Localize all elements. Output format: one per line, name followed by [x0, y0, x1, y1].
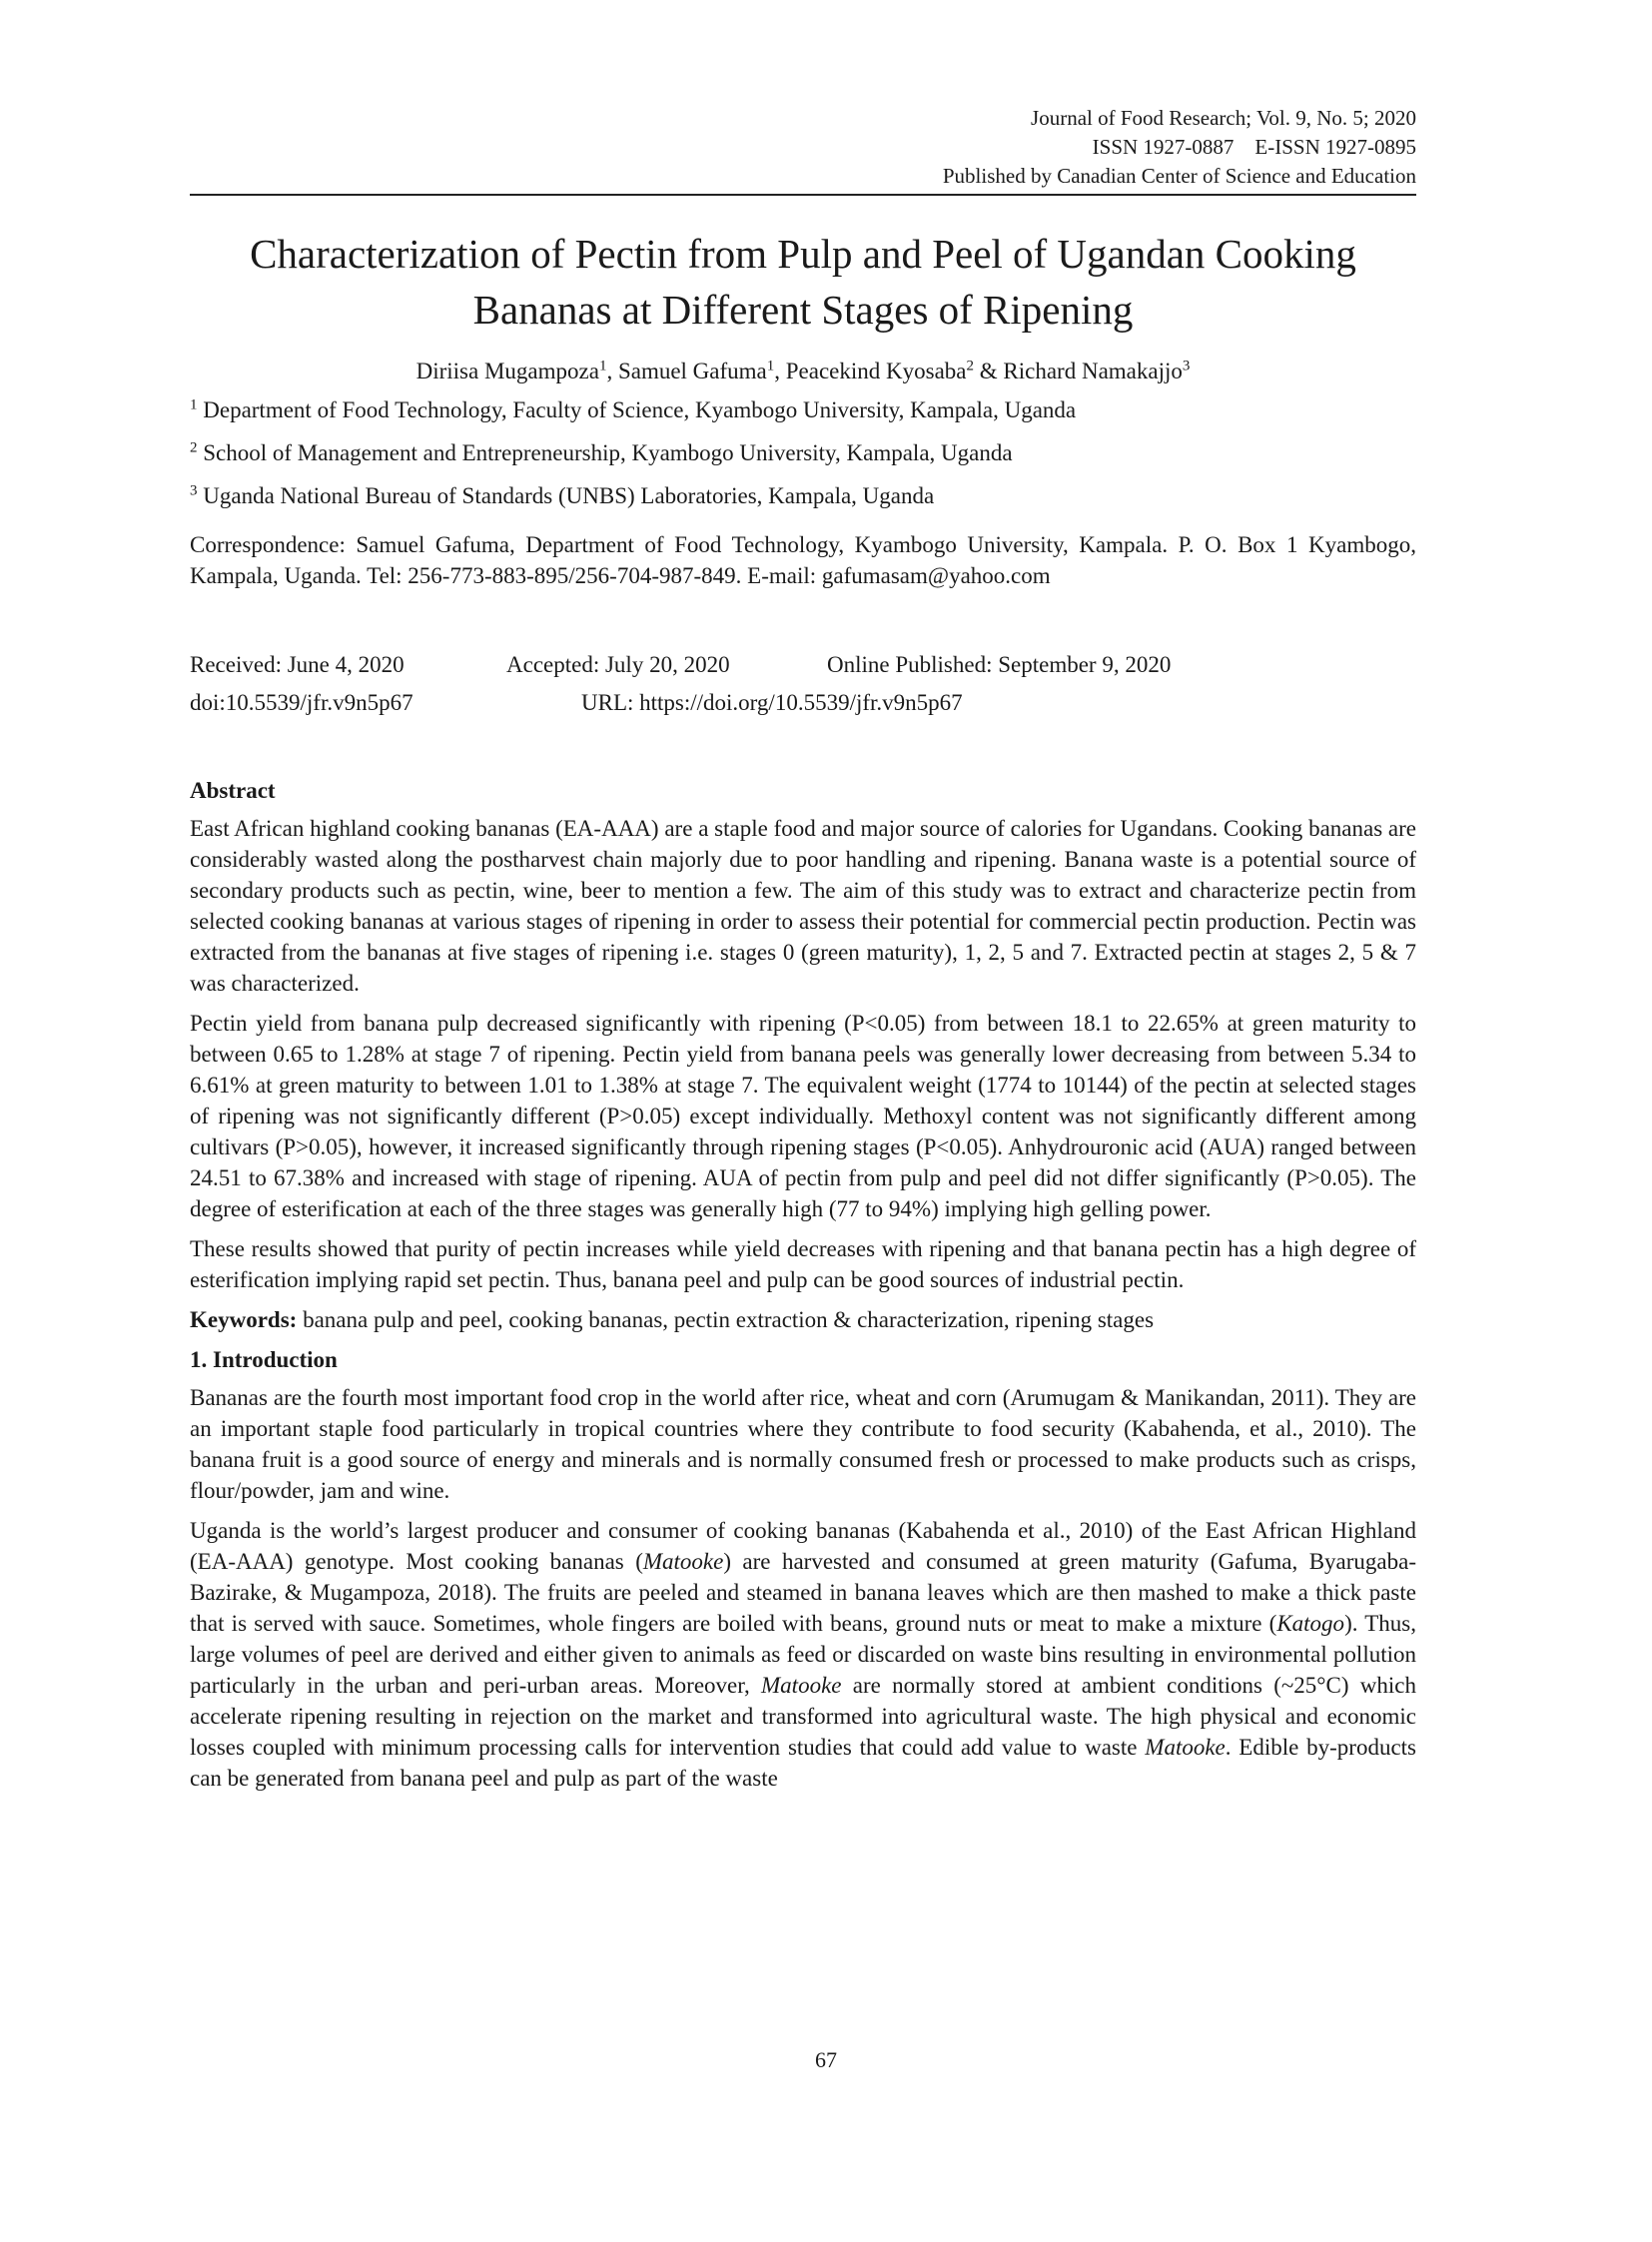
keywords-text: banana pulp and peel, cooking bananas, pectin extraction & characterization, ripening stages [297, 1307, 1155, 1332]
author-name: Peacekind Kyosaba [785, 359, 967, 383]
author-separator: , [774, 359, 786, 383]
journal-citation: Journal of Food Research; Vol. 9, No. 5; 2020 [1031, 106, 1416, 130]
correspondence: Correspondence: Samuel Gafuma, Department of Food Technology, Kyambogo University, Kampala. P. O. Box 1 Kyambogo, Kampala, Uganda. Tel: 256-773-883-895/256-704-987-849. E-mail: gafumasam@yahoo.com [190, 532, 1416, 588]
doi: doi:10.5539/jfr.v9n5p67 [190, 690, 413, 715]
header-divider [190, 194, 1416, 196]
section-heading-introduction: 1. Introduction [190, 1347, 338, 1372]
affiliation-item [190, 481, 1416, 511]
author-separator: & [974, 359, 1004, 383]
intro-paragraph: Bananas are the fourth most important food crop in the world after rice, wheat and corn (Arumugam & Manikandan, 2011). They are an important staple food particularly in tropical countries where they contribute to food security (Kabahenda, et al., 2010). The banana fruit is a good source of energy and minerals and is normally consumed fresh or processed to make products such as crisps, flour/powder, jam and wine. [190, 1385, 1416, 1503]
affiliation-item [190, 395, 1416, 425]
affiliation-item [190, 438, 1416, 468]
paper-title-line-2: Bananas at Different Stages of Ripening [472, 287, 1134, 333]
italic-term: Katogo [1276, 1611, 1345, 1636]
affiliation-number: 3 [190, 482, 198, 499]
affiliation-number: 2 [190, 439, 198, 456]
journal-header [943, 104, 1416, 191]
journal-publisher: Published by Canadian Center of Science and Education [942, 164, 1416, 188]
received-date: Received: June 4, 2020 [190, 652, 405, 677]
journal-issn: ISSN 1927-0887 E-ISSN 1927-0895 [1092, 135, 1416, 159]
text-run: ). Thus, large volumes of peel are derived and either given to animals as feed or discarded on waste bins resulting in environmental pollution particularly in the urban and peri-urban areas. Moreover, [190, 1611, 1416, 1698]
abstract-paragraph: These results showed that purity of pectin increases while yield decreases with ripening and that banana pectin has a high degree of esterification implying rapid set pectin. Thus, banana peel and pulp can be good sources of industrial pectin. [190, 1236, 1416, 1292]
affiliation-list [190, 395, 1416, 524]
doi-url-link[interactable]: URL: https://doi.org/10.5539/jfr.v9n5p67 [581, 690, 963, 715]
paper-title-line-1: Characterization of Pectin from Pulp and Peel of Ugandan Cooking [250, 231, 1356, 277]
author-name: Samuel Gafuma [617, 359, 767, 383]
italic-term: Matooke [761, 1673, 842, 1698]
author-list [190, 356, 1416, 387]
author-name: Richard Namakajjo [1003, 359, 1183, 383]
affiliation-number: 1 [190, 396, 198, 413]
keywords-label: Keywords: [190, 1307, 298, 1332]
abstract-paragraph: East African highland cooking bananas (EA-AAA) are a staple food and major source of calories for Ugandans. Cooking bananas are considerably wasted along the postharvest chain majorly due to poor handling and ripening. Banana waste is a potential source of secondary products such as pectin, wine, beer to mention a few. The aim of this study was to extract and characterize pectin from selected cooking bananas at various stages of ripening in order to assess their potential for commercial pectin production. Pectin was extracted from the bananas at five stages of ripening i.e. stages 0 (green maturity), 1, 2, 5 and 7. Extracted pectin at stages 2, 5 & 7 was characterized. [190, 816, 1416, 996]
abstract-heading: Abstract [190, 778, 276, 803]
italic-term: Matooke [1145, 1735, 1226, 1760]
text-run: . Edible by-products can be generated from banana peel and pulp as part of the waste [190, 1735, 1416, 1791]
publication-dates [190, 649, 1416, 725]
text-run: ) are harvested and consumed at green maturity (Gafuma, Byarugaba-Bazirake, & Mugampoza, 2018). The fruits are peeled and steamed in banana leaves which are then mashed to make a thick paste that is served with sauce. Sometimes, whole fingers are boiled with beans, ground nuts or meat to make a mixture ( [190, 1549, 1416, 1636]
text-run: are normally stored at ambient conditions (~25°C) which accelerate ripening resulting in rejection on the market and transformed into agricultural waste. The high physical and economic losses coupled with minimum processing calls for intervention studies that could add value to waste [190, 1673, 1416, 1760]
affiliation-text: Uganda National Bureau of Standards (UNBS) Laboratories, Kampala, Uganda [197, 483, 935, 508]
article-body [190, 775, 1416, 1803]
author-separator: , [606, 359, 618, 383]
author-name: Diriisa Mugampoza [415, 359, 599, 383]
italic-term: Matooke [642, 1549, 724, 1574]
paper-title [190, 226, 1416, 338]
author-affiliation-mark: 1 [766, 358, 775, 374]
affiliation-text: School of Management and Entrepreneurship, Kyambogo University, Kampala, Uganda [197, 440, 1013, 465]
affiliation-text: Department of Food Technology, Faculty of Science, Kyambogo University, Kampala, Uganda [197, 397, 1077, 422]
page-number: 67 [815, 2047, 837, 2072]
published-date: Online Published: September 9, 2020 [827, 652, 1172, 677]
abstract-paragraph: Pectin yield from banana pulp decreased significantly with ripening (P<0.05) from between 18.1 to 22.65% at green maturity to between 0.65 to 1.28% at stage 7 of ripening. Pectin yield from banana peels was generally lower decreasing from between 5.34 to 6.61% at green maturity to between 1.01 to 1.38% at stage 7. The equivalent weight (1774 to 10144) of the pectin at selected stages of ripening was not significantly different (P>0.05) except individually. Methoxyl content was not significantly different among cultivars (P>0.05), however, it increased significantly through ripening stages (P<0.05). Anhydrouronic acid (AUA) ranged between 24.51 to 67.38% and increased with stage of ripening. AUA of pectin from pulp and peel did not differ significantly (P>0.05). The degree of esterification at each of the three stages was generally high (77 to 94%) implying high gelling power. [190, 1011, 1416, 1221]
accepted-date: Accepted: July 20, 2020 [506, 652, 730, 677]
intro-paragraph [190, 1515, 1416, 1794]
keywords [190, 1304, 1416, 1335]
text-run: Uganda is the world’s largest producer and consumer of cooking bananas (Kabahenda et al., 2010) of the East African Highland (EA-AAA) genotype. Most cooking bananas ( [190, 1518, 1416, 1574]
author-affiliation-mark: 3 [1182, 358, 1191, 374]
author-affiliation-mark: 1 [598, 358, 607, 374]
author-affiliation-mark: 2 [966, 358, 975, 374]
